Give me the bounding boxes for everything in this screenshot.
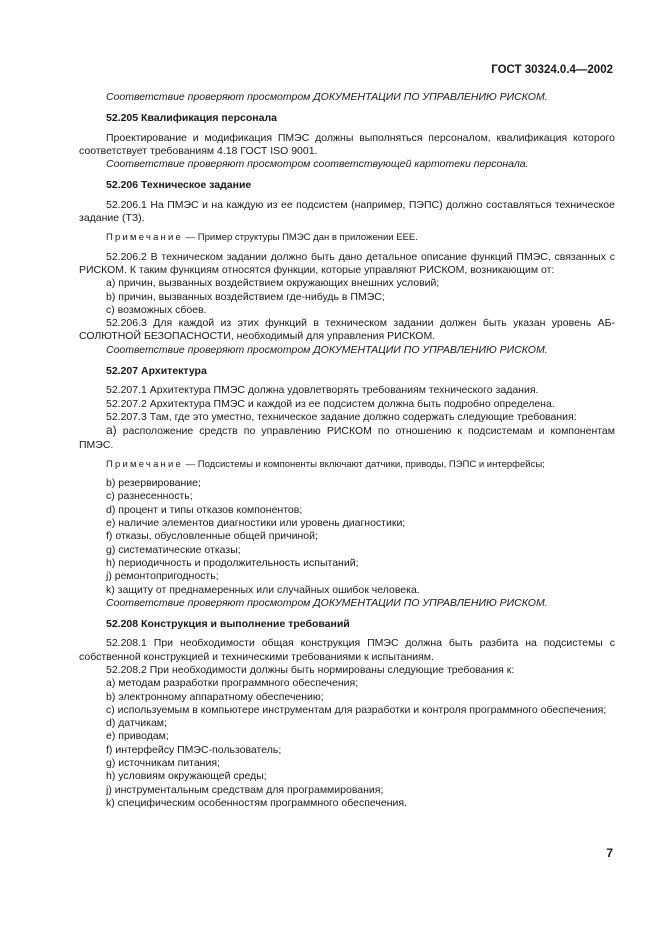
list-item: d) датчикам; (106, 717, 167, 730)
list-item-text: расположение средств по управлению РИСКОМ по отношению к подсистемам и компонентам ПМЭС. (79, 425, 615, 451)
list-item: e) наличие элементов диагностики или уровень диагностики; (106, 517, 406, 530)
list-item: k) защиту от преднамеренных или случайных ошибок человека. (106, 583, 420, 596)
compliance-check: Соответствие проверяют просмотром ДОКУМЕНТАЦИИ ПО УПРАВЛЕНИЮ РИСКОМ. (106, 343, 548, 356)
paragraph: 52.208.2 При необходимости должны быть нормированы следующие требования к: (106, 663, 515, 676)
compliance-check: Соответствие проверяют просмотром ДОКУМЕНТАЦИИ ПО УПРАВЛЕНИЮ РИСКОМ. (106, 91, 548, 103)
list-item: j) ремонтопригодность; (106, 570, 219, 583)
note-label: Примечание (106, 232, 183, 244)
list-item: d) процент и типы отказов компонентов; (106, 503, 303, 516)
document-id-header: ГОСТ 30324.0.4—2002 (491, 64, 613, 76)
list-item: c) возможных сбоев. (106, 303, 207, 316)
section-heading-52-208: 52.208 Конструкция и выполнение требований (106, 618, 350, 631)
note-label: Примечание (106, 458, 183, 470)
note (79, 231, 615, 244)
page-content (79, 91, 615, 810)
paragraph: 52.206.2 В техническом задании должно быть дано детальное описание функций ПМЭС, связанных с РИСКОМ. К таким функциям относятся функции, которые управляют РИСКОМ, возникающим от: (79, 250, 615, 276)
page-number: 7 (606, 846, 613, 860)
list-item: h) периодичность и продолжительность испытаний; (106, 556, 359, 569)
paragraph: 52.207.3 Там, где это уместно, техническое задание должно содержать следующие требования: (106, 410, 577, 423)
list-item: j) инструментальным средствам для программирования; (106, 783, 384, 796)
paragraph: 52.208.1 При необходимости общая конструкция ПМЭС должна быть разбита на подсистемы с собственной конструкцией и техническими требованиями к испытаниям. (79, 637, 615, 663)
paragraph: 52.206.3 Для каждой из этих функций в техническом задании должен быть указан уровень АБСОЛЮТНОЙ БЕЗОПАСНОСТИ, необходимый для управления РИСКОМ. (79, 317, 615, 343)
paragraph: 52.207.2 Архитектура ПМЭС и каждой из ее подсистем должна быть подробно определена. (106, 397, 555, 410)
note-text: — Пример структуры ПМЭС дан в приложении ЕЕЕ. (183, 232, 418, 244)
list-item: c) используемым в компьютере инструментам для разработки и контроля программного обеспечения; (106, 703, 607, 716)
list-item: g) систематические отказы; (106, 543, 241, 556)
section-heading-52-206: 52.206 Техническое задание (106, 179, 252, 192)
section-heading-52-207: 52.207 Архитектура (106, 365, 207, 378)
note-text: — Подсистемы и компоненты включают датчики, приводы, ПЭПС и интерфейсы; (183, 458, 545, 470)
list-item: h) условиям окружающей среды; (106, 770, 267, 783)
list-letter: a) (106, 423, 117, 438)
note (79, 458, 615, 471)
list-item: k) специфическим особенностям программного обеспечения. (106, 796, 407, 809)
list-item: c) разнесенность; (106, 490, 193, 503)
list-item: e) приводам; (106, 730, 169, 743)
list-item: f) интерфейсу ПМЭС-пользователь; (106, 743, 282, 756)
list-item: a) методам разработки программного обеспечения; (106, 677, 359, 690)
list-item: a) причин, вызванных воздействием окружающих внешних условий; (106, 277, 440, 290)
paragraph: 52.206.1 На ПМЭС и на каждую из ее подсистем (например, ПЭПС) должно составляться техническое задание (ТЗ). (79, 198, 615, 225)
list-item: g) источникам питания; (106, 757, 220, 770)
section-heading-52-205: 52.205 Квалификация персонала (106, 112, 277, 125)
list-item: b) резервирование; (106, 477, 201, 490)
list-item: b) причин, вызванных воздействием где-нибудь в ПМЭС; (106, 290, 385, 303)
paragraph: 52.207.1 Архитектура ПМЭС должна удовлетворять требованиям технического задания. (106, 384, 539, 397)
paragraph: Проектирование и модификация ПМЭС должны выполняться персоналом, квалификация которого соответствует требованиям 4.18 ГОСТ ISO 9001. (79, 131, 615, 157)
list-item: f) отказы, обусловленные общей причиной; (106, 530, 318, 543)
list-item: b) электронному аппаратному обеспечению; (106, 690, 324, 703)
compliance-check: Соответствие проверяют просмотром ДОКУМЕНТАЦИИ ПО УПРАВЛЕНИЮ РИСКОМ. (106, 596, 548, 609)
compliance-check: Соответствие проверяют просмотром соответствующей картотеки персонала. (106, 158, 529, 171)
list-item (79, 424, 615, 452)
